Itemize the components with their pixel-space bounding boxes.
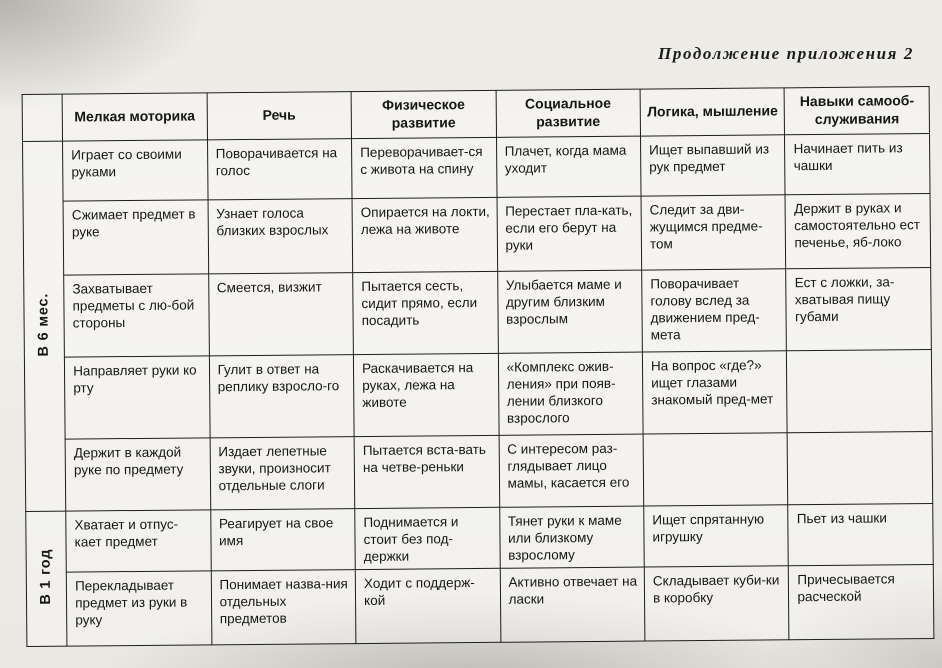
table-cell: Узнает голоса близких взрослых — [208, 199, 353, 274]
table-cell: Издает лепетные звуки, произносит отдельные слоги — [210, 437, 355, 510]
table-cell: Тянет руки к маме или близкому взрослому — [499, 506, 644, 568]
column-header-speech: Речь — [207, 92, 352, 140]
table-cell: Складывает куби-ки в коробку — [644, 566, 789, 641]
table-cell: Пьет из чашки — [788, 504, 933, 566]
table-cell: Поворачивает голову вслед за движением пред-мета — [642, 269, 787, 352]
table-cell: Поднимается и стоит без под-держки — [355, 507, 500, 569]
row-group-label-text: В 6 мес. — [35, 292, 53, 357]
table-cell: С интересом раз-глядывает лицо мамы, касается его — [499, 434, 644, 507]
table-cell: Причесывается расческой — [789, 565, 934, 640]
table-row — [24, 268, 932, 358]
table-cell-empty — [788, 432, 933, 505]
table-cell-empty — [787, 350, 932, 433]
table-cell: Плачет, когда мама уходит — [496, 136, 641, 197]
table-cell: Раскачивается на руках, лежа на животе — [353, 353, 498, 436]
table-cell: Держит в каждой руке по предмету — [65, 438, 210, 511]
table-cell: «Комплекс ожив-ления» при появ-лении близкого взрослого — [498, 352, 643, 435]
table-cell: Опирается на локти, лежа на животе — [352, 197, 497, 272]
table-cell: Держит в руках и самостоятельно ест печенье, яб-локо — [785, 194, 930, 269]
table-cell: Захватывает предметы с лю-бой стороны — [64, 274, 209, 357]
table-cell: Направляет руки ко рту — [65, 356, 210, 439]
row-group-label-text: В 1 год — [37, 548, 55, 605]
table-row — [23, 194, 931, 276]
table-row — [24, 350, 932, 440]
row-group-label-1-year — [26, 511, 67, 646]
table-cell: Смеется, визжит — [208, 273, 353, 356]
table-cell: Ходит с поддерж-кой — [355, 568, 500, 643]
table-cell: Улыбается маме и другим близким взрослым — [497, 270, 642, 353]
table-cell: Пытается вста-вать на четве-реньки — [354, 435, 499, 508]
milestones-table — [22, 86, 935, 647]
table-cell: Следит за дви-жущимся предме-том — [641, 195, 786, 270]
header-row — [22, 87, 929, 142]
table-cell: Переворачивает-ся с живота на спину — [352, 137, 497, 198]
table-cell: Перекладывает предмет из руки в руку — [66, 571, 211, 646]
table-cell: Ест с ложки, за-хватывая пищу губами — [786, 268, 931, 351]
table-cell: Поворачивается на голос — [207, 139, 352, 200]
table-cell: Хватает и отпус-кает предмет — [66, 510, 211, 572]
table-cell: Сжимает предмет в руке — [63, 200, 208, 275]
table-cell: На вопрос «где?» ищет глазами знакомый пред-мет — [642, 351, 787, 434]
table-cell: Ищет выпавший из рук предмет — [640, 135, 785, 196]
column-header-logic: Логика, мышление — [640, 88, 785, 136]
column-header-fine-motor: Мелкая моторика — [62, 93, 207, 141]
table-cell: Начинает пить из чашки — [785, 134, 930, 195]
table-cell: Ищет спрятанную игрушку — [644, 505, 789, 567]
table-row — [26, 504, 933, 573]
table-cell-empty — [643, 433, 788, 506]
column-header-physical: Физическое развитие — [351, 90, 496, 138]
column-header-selfcare: Навыки самооб-служивания — [785, 87, 930, 135]
table-cell: Понимает назва-ния отдельных предметов — [211, 570, 356, 645]
table-cell: Гулит в ответ на реплику взросло-го — [209, 355, 354, 438]
table-cell: Активно отвечает на ласки — [500, 567, 645, 642]
table-cell: Реагирует на свое имя — [210, 509, 355, 571]
table-cell: Пытается сесть, сидит прямо, если посадить — [353, 271, 498, 354]
table-row — [25, 432, 933, 512]
table-row — [23, 134, 930, 202]
column-header-social: Социальное развитие — [496, 89, 641, 137]
milestones-table-wrapper — [22, 86, 935, 647]
table-cell: Играет со своими руками — [63, 140, 208, 201]
page-title: Продолжение приложения 2 — [658, 44, 914, 63]
table-row — [26, 565, 934, 647]
corner-cell — [22, 94, 63, 141]
row-group-label-6-months — [23, 141, 66, 511]
table-cell: Перестает пла-кать, если его берут на руки — [497, 196, 642, 271]
